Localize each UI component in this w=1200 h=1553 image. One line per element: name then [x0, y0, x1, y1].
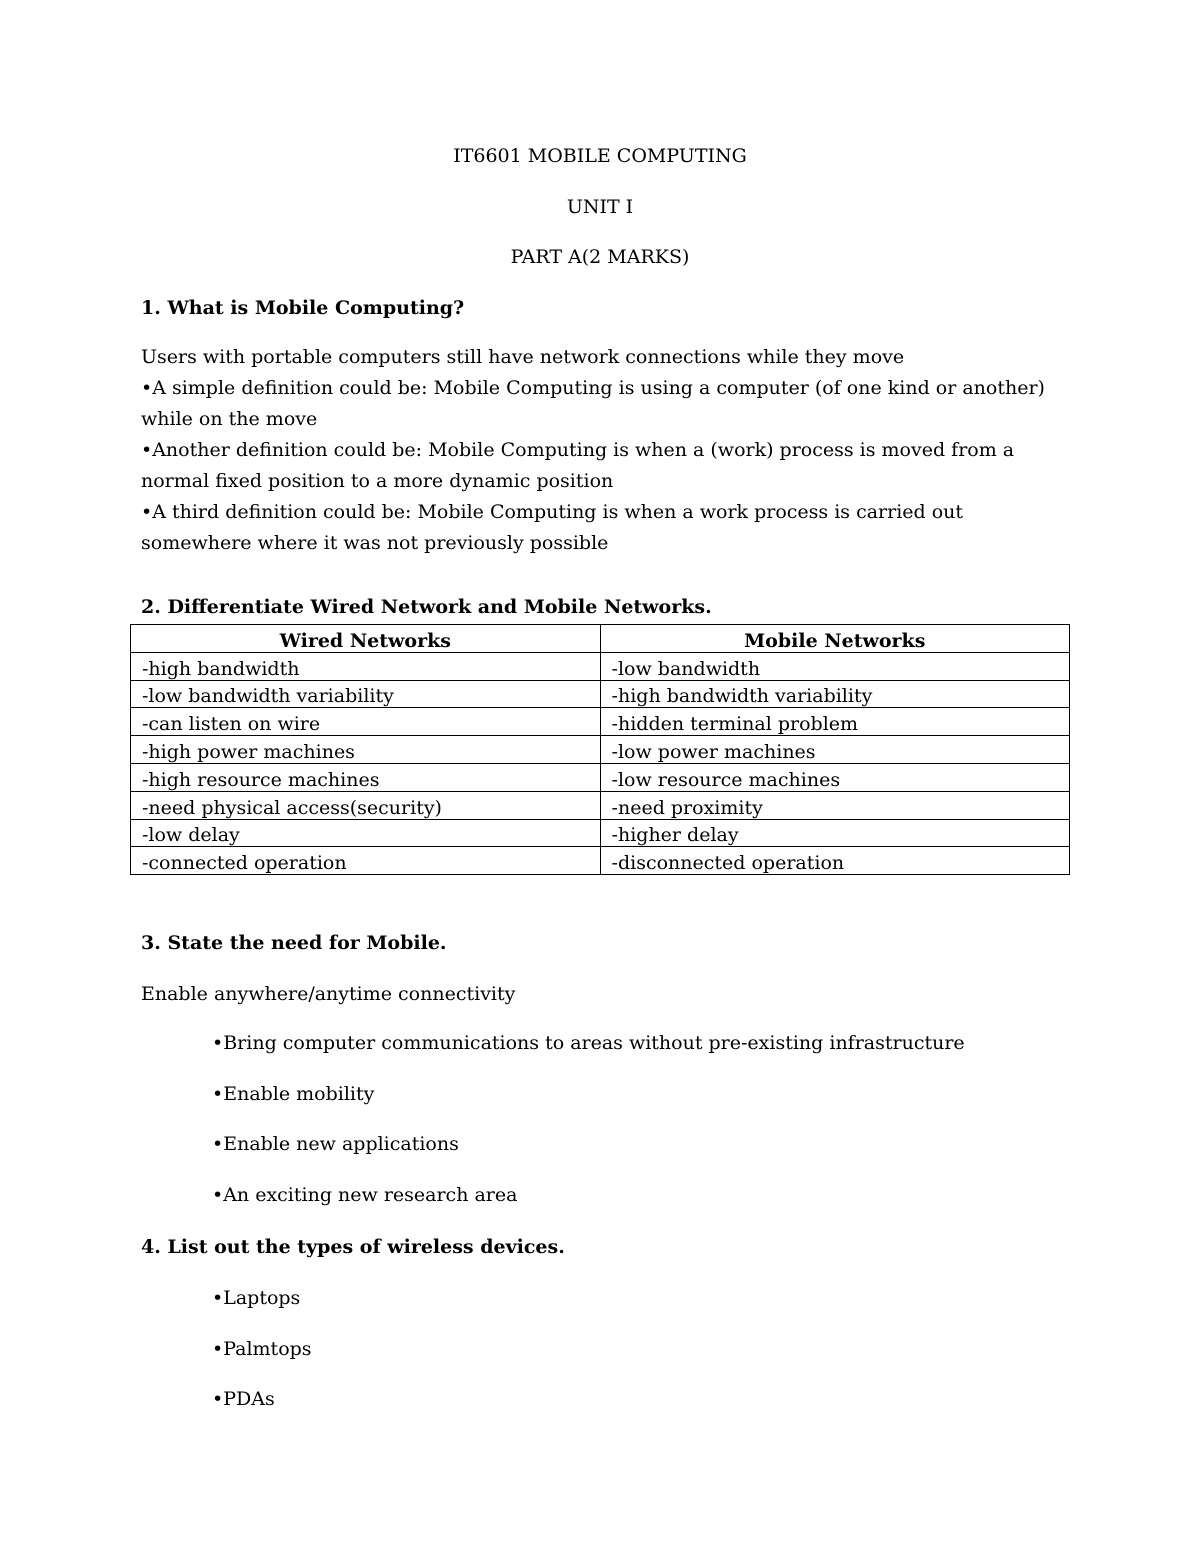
- table-cell: -low bandwidth: [600, 652, 1069, 680]
- part-label: PART A(2 MARKS): [510, 246, 690, 268]
- question-3-intro: Enable anywhere/anytime connectivity: [141, 983, 516, 1005]
- table-cell: -high resource machines: [131, 763, 601, 791]
- answer-line: •A simple definition could be: Mobile Computing is using a computer (of one kind or another): [141, 377, 1045, 399]
- list-item: •Bring computer communications to areas without pre-existing infrastructure: [212, 1032, 965, 1054]
- list-item: •Enable mobility: [212, 1082, 375, 1105]
- answer-line: somewhere where it was not previously possible: [141, 532, 609, 554]
- table-cell: -disconnected operation: [600, 847, 1069, 875]
- question-3-heading: 3. State the need for Mobile.: [141, 932, 447, 954]
- table-row: [131, 847, 1070, 875]
- question-4-heading: 4. List out the types of wireless devices.: [141, 1236, 565, 1258]
- list-item: •Palmtops: [212, 1337, 312, 1360]
- document-title: IT6601 MOBILE COMPUTING: [453, 145, 747, 167]
- table-header-row: [131, 625, 1070, 653]
- unit-label: UNIT I: [566, 196, 634, 218]
- table-cell: -high power machines: [131, 736, 601, 764]
- list-item: •PDAs: [212, 1388, 275, 1410]
- answer-line: •Another definition could be: Mobile Computing is when a (work) process is moved from a: [141, 439, 1015, 461]
- list-item: •Laptops: [212, 1287, 301, 1309]
- answer-line: while on the move: [141, 408, 318, 430]
- table-row: [131, 652, 1070, 680]
- table-cell: -low resource machines: [600, 763, 1069, 791]
- table-row: [131, 708, 1070, 736]
- table-cell: -need physical access(security): [131, 791, 601, 819]
- table-cell: -high bandwidth variability: [600, 680, 1069, 708]
- table-cell: -high bandwidth: [131, 652, 601, 680]
- table-cell: -low delay: [131, 819, 601, 847]
- answer-line: •A third definition could be: Mobile Computing is when a work process is carried out: [141, 501, 964, 523]
- table-cell: -need proximity: [600, 791, 1069, 819]
- table-cell: -connected operation: [131, 847, 601, 875]
- table-cell: -can listen on wire: [131, 708, 601, 736]
- list-item: •An exciting new research area: [212, 1183, 518, 1206]
- column-header-mobile: Mobile Networks: [600, 625, 1069, 653]
- table-row: [131, 791, 1070, 819]
- list-item: •Enable new applications: [212, 1133, 459, 1155]
- table-cell: -hidden terminal problem: [600, 708, 1069, 736]
- column-header-wired: Wired Networks: [131, 625, 601, 653]
- question-4-bullet-list: [212, 1287, 312, 1439]
- table-row: [131, 736, 1070, 764]
- table-row: [131, 819, 1070, 847]
- question-2-heading: 2. Differentiate Wired Network and Mobile Networks.: [141, 596, 712, 618]
- table-row: [131, 763, 1070, 791]
- table-cell: -low power machines: [600, 736, 1069, 764]
- table-row: [131, 680, 1070, 708]
- question-1-answer: [141, 342, 1071, 559]
- table-cell: -higher delay: [600, 819, 1069, 847]
- answer-line: Users with portable computers still have network connections while they move: [141, 346, 905, 368]
- comparison-table: [130, 624, 1070, 875]
- question-3-bullet-list: [212, 1032, 965, 1234]
- question-1-heading: 1. What is Mobile Computing?: [141, 297, 465, 319]
- table-cell: -low bandwidth variability: [131, 680, 601, 708]
- answer-line: normal fixed position to a more dynamic position: [141, 470, 614, 492]
